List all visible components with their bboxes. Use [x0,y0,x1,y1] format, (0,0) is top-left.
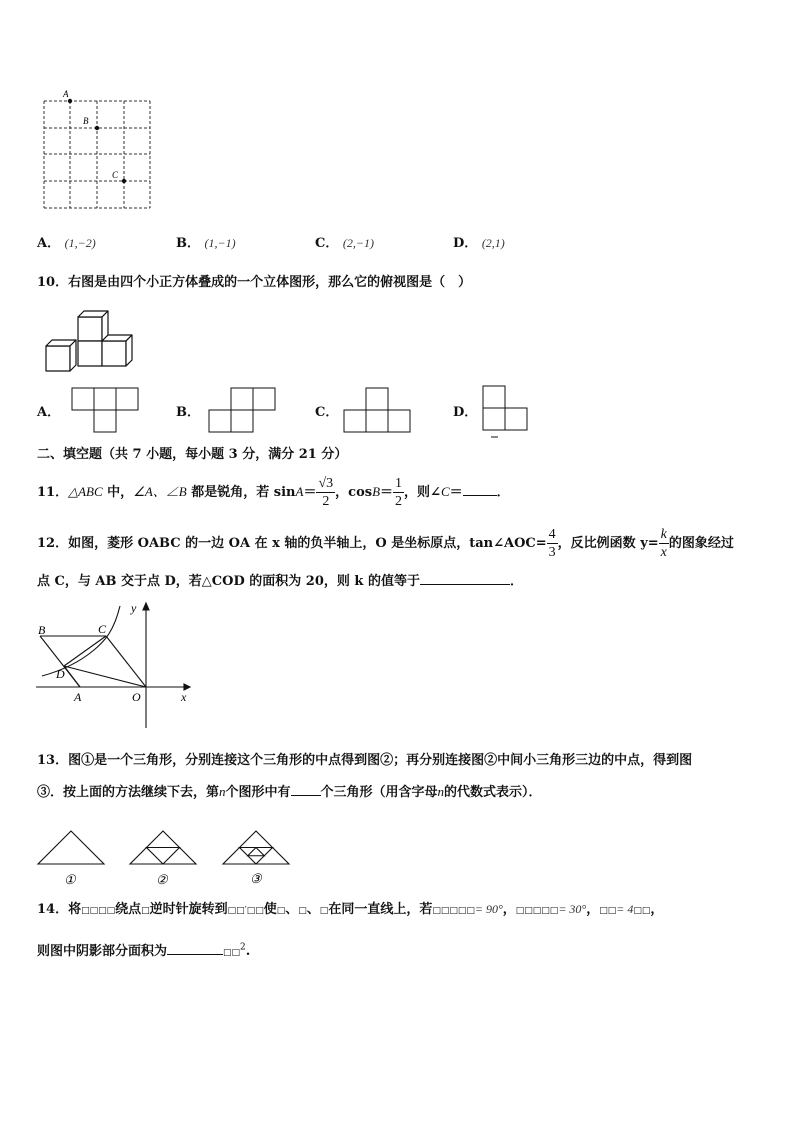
q14-eq-1: = 90° [474,902,503,916]
q10-stem: 10．右图是由四个小正方体叠成的一个立体图形，那么它的俯视图是（ ） [37,275,472,290]
q10-option-b-figure [206,386,278,434]
q14-text-7: 在同一直线上，若 [328,902,433,917]
q14-end: . [245,944,251,959]
q14-missing-symbol: □ [276,906,286,916]
q14-missing-symbol: □□□□□ [515,906,559,916]
q11-text-2: 都是锐角，若 sin [186,485,296,500]
q12-fraction-4-over-3 [547,526,558,561]
point-a [68,99,72,103]
fig-label-d: D [56,667,65,681]
q13-var-n-1: n [219,784,226,799]
fig-label-y: y [131,601,137,615]
q12-text-4: 点 C，与 AB 交于点 D，若△COD 的面积为 20，则 k 的值等于 [37,574,420,589]
fig-label-a: A [74,690,82,704]
q12-stem-line2 [37,570,523,589]
label-a: A [63,89,69,99]
q14-missing-symbol: □□ [633,906,651,916]
q12-frac2-numerator: k [660,527,667,542]
q13-text-4: 的代数式表示）． [444,785,542,800]
q11-eq-2: ＝ [380,485,394,500]
fig-label-3: ③ [250,871,262,886]
q13-stem-line1: 13．图①是一个三角形，分别连接这个三角形的中点得到图②；再分别连接图②中间小三角形三边的中点，得到图 [37,753,693,768]
q10-cube-figure [40,304,140,376]
q11-fraction-sqrt3-over-2 [316,475,335,510]
fig-label-x: x [181,690,187,704]
q9-option-c-value: (2,−1) [342,236,374,250]
q14-sep-1: ， [502,902,516,917]
q12-rhombus-figure [34,600,198,730]
q12-fraction-k-over-x [659,526,669,561]
label-b: B [83,116,89,126]
q14-missing-symbol: □ [319,906,329,916]
q9-option-a-value: (1,−2) [64,236,96,250]
q13-var-n-2: n [437,784,445,799]
q14-text-8: 则图中阴影部分面积为 [37,944,168,959]
q11-var-a: A [295,484,304,499]
q14-text-3: 逆时针旋转到 [149,902,228,917]
q9-grid-figure [36,88,160,214]
q9-option-a [37,232,96,251]
q12-frac1-numerator: 4 [548,527,556,542]
q11-text-6: ． [496,485,510,500]
q14-stem-line1 [37,898,663,917]
q14-missing-symbol: □□′□□ [227,906,264,916]
q12-frac1-denominator: 3 [548,545,556,560]
q12-text-1: 12．如图，菱形 OABC 的一边 OA 在 x 轴的负半轴上，O 是坐标原点，tan∠AOC= [37,536,547,551]
q11-text-5: ＝ [449,485,463,500]
fig-label-b: B [38,623,46,637]
q14-text-1: 14．将 [37,902,82,917]
q13-triangles-figure [34,826,296,892]
q11-frac2-denominator: 2 [395,494,403,509]
q11-var-c: C [440,484,450,499]
q13-text-2: 个图形中有 [225,785,291,800]
q13-text-1: ③．按上面的方法继续下去，第 [37,785,220,800]
q14-sep-2: ， [586,902,600,917]
q13-text-3: 个三角形（用含字母 [320,785,438,800]
q10-option-c-figure [342,386,414,434]
q10-option-d-figure [481,384,531,440]
q9-option-b-letter: B． [176,236,200,251]
section-heading: 二、填空题（共 7 小题，每小题 3 分，满分 21 分） [37,447,348,462]
q9-option-a-letter: A． [37,236,61,251]
q14-text-4: 使 [263,902,277,917]
q13-stem-line2 [37,781,542,800]
q12-text-3: 的图象经过 [668,536,734,551]
q9-option-d-value: (2,1) [481,236,505,250]
point-c [122,179,126,183]
q9-option-d [453,232,505,251]
q11-var-b: B [372,484,381,499]
q14-stem-line2 [37,940,250,959]
q12-text-5: ． [509,574,523,589]
q14-missing-symbol: □□ [599,906,617,916]
q11-angles: ∠A、∠B [133,484,187,499]
q11-text-1: 中， [102,485,134,500]
q9-option-d-letter: D． [453,236,478,251]
q12-frac2-denominator: x [660,545,667,560]
q14-eq-2: = 30° [558,902,587,916]
q10-option-d-letter: D． [453,405,478,420]
q14-unit-superscript: 2 [240,942,246,953]
label-c: C [112,170,119,180]
q11-frac2-numerator: 1 [395,476,403,491]
q10-option-b-letter: B． [176,405,200,420]
q14-missing-symbol: □□□□ [81,906,116,916]
q9-option-b-value: (1,−1) [204,236,236,250]
q14-text-5: 、 [285,902,299,917]
q10-option-a-figure [70,386,142,434]
q11-eq-1: ＝ [303,485,317,500]
q14-text-6: 、 [306,902,320,917]
q10-option-a-letter: A． [37,405,61,420]
q12-answer-blank[interactable] [420,571,510,585]
q11-text-3: ，cos [335,485,373,500]
q9-option-b [176,232,236,251]
q14-sep-3: ， [650,902,664,917]
q11-frac1-denominator: 2 [322,494,330,509]
q11-number: 11． [37,485,69,500]
q12-stem-line1 [37,524,734,564]
q9-option-c [315,232,374,251]
q14-eq-3: = 4 [616,902,634,916]
fig-label-c: C [98,622,107,636]
q14-text-2: 绕点 [115,902,142,917]
q14-missing-symbol: □□ [223,948,241,958]
q14-missing-symbol: □ [298,906,307,916]
q14-answer-blank[interactable] [167,941,223,955]
fig-label-1: ① [64,872,76,887]
q11-stem [37,472,510,513]
q11-triangle: △ABC [68,484,103,499]
q11-frac1-numerator: √3 [318,476,334,491]
q12-text-2: ，反比例函数 y= [557,536,659,551]
q11-answer-blank[interactable] [463,482,497,496]
fig-label-2: ② [156,872,168,887]
q10-option-c-letter: C． [315,405,339,420]
q14-missing-symbol: □□□□□ [432,906,475,916]
q13-answer-blank[interactable] [291,782,321,796]
q11-text-4: ，则∠ [404,485,441,500]
fig-label-o: O [132,690,141,704]
q11-fraction-1-over-2 [393,475,404,510]
q14-missing-symbol: □ [141,906,150,916]
q9-option-c-letter: C． [315,236,339,251]
point-b [95,126,99,130]
